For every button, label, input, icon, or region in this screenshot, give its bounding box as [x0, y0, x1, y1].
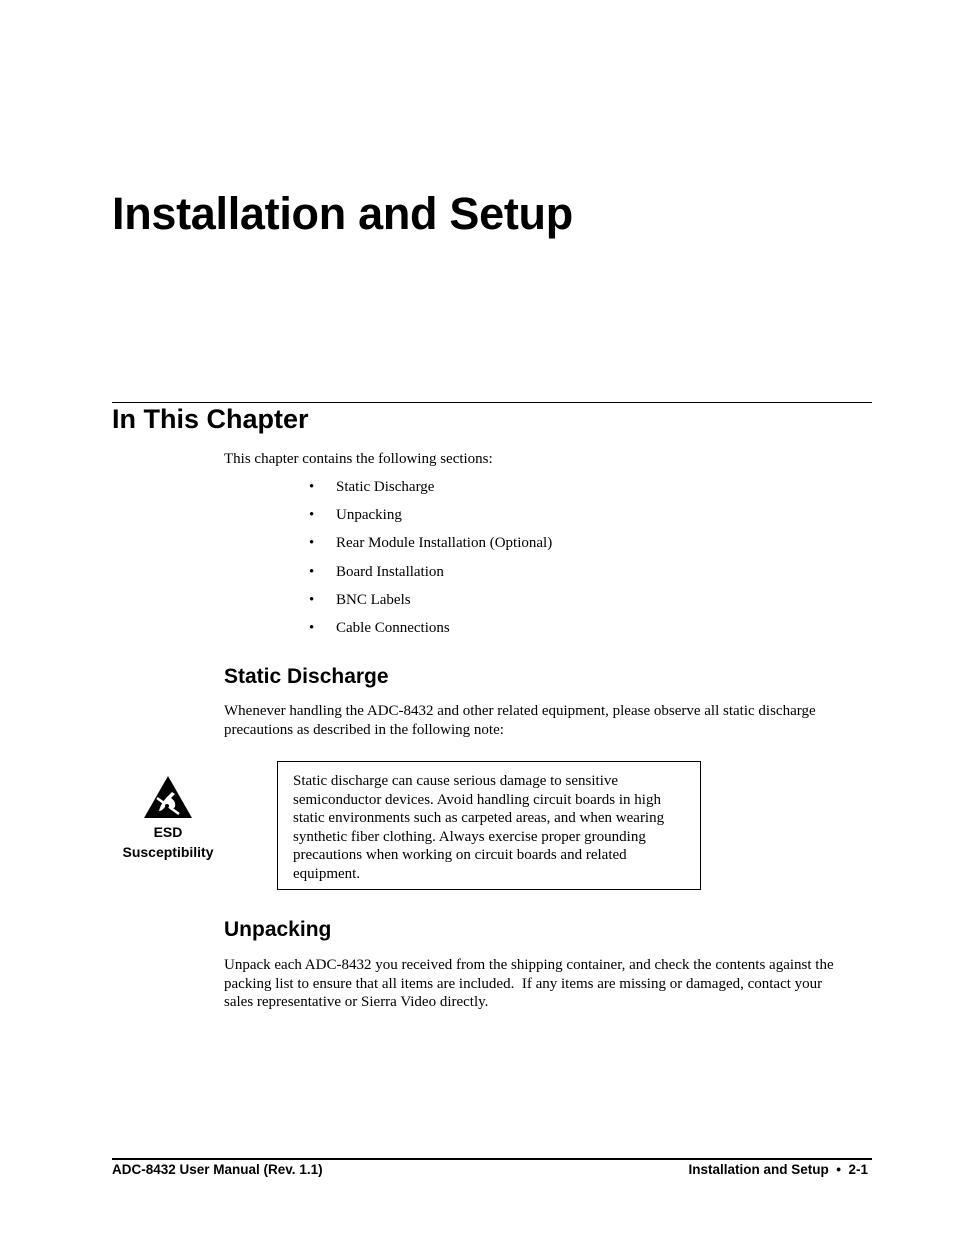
list-item: • Static Discharge — [309, 478, 552, 506]
section-divider — [112, 402, 872, 403]
esd-warning-icon — [141, 773, 195, 821]
list-item: • Cable Connections — [309, 619, 552, 647]
static-discharge-paragraph: Whenever handling the ADC-8432 and other related equipment, please observe all static discharge precautions as described in the following note: — [224, 703, 816, 738]
footer-page-number: Installation and Setup • 2-1 — [688, 1162, 868, 1177]
list-item: • Board Installation — [309, 563, 552, 591]
chapter-title: Installation and Setup — [112, 188, 573, 239]
list-item: • Unpacking — [309, 506, 552, 534]
chapter-intro: This chapter contains the following sections: — [224, 451, 493, 467]
footer-divider — [112, 1158, 872, 1160]
static-discharge-note — [277, 761, 701, 890]
in-this-chapter-heading: In This Chapter — [112, 404, 309, 434]
footer-manual-title: ADC-8432 User Manual (Rev. 1.1) — [112, 1162, 323, 1177]
bullet: • — [309, 619, 315, 636]
static-discharge-heading: Static Discharge — [224, 665, 389, 688]
unpacking-heading: Unpacking — [224, 918, 332, 941]
bullet: • — [309, 507, 315, 524]
unpacking-paragraph: Unpack each ADC-8432 you received from the shipping container, and check the contents against the packing list to ensure that all items are included. If any items are missing or damaged, contact your sales representative or Sierra Video directly. — [224, 957, 834, 1010]
note-text: Static discharge can cause serious damage to sensitive semiconductor devices. Avoid handling circuit boards in high static environments such as carpeted areas, and when wearing synthetic fiber clothing. Always exercise proper grounding precautions when working on circuit boards and related equipment. — [293, 773, 665, 882]
bullet: • — [309, 479, 315, 495]
list-item: • Rear Module Installation (Optional) — [309, 534, 552, 562]
bullet: • — [309, 535, 315, 552]
bullet: • — [309, 563, 315, 580]
section-list — [309, 478, 552, 647]
esd-label: ESD Susceptibility — [122, 824, 214, 860]
list-item: • BNC Labels — [309, 591, 552, 619]
bullet: • — [309, 591, 315, 608]
